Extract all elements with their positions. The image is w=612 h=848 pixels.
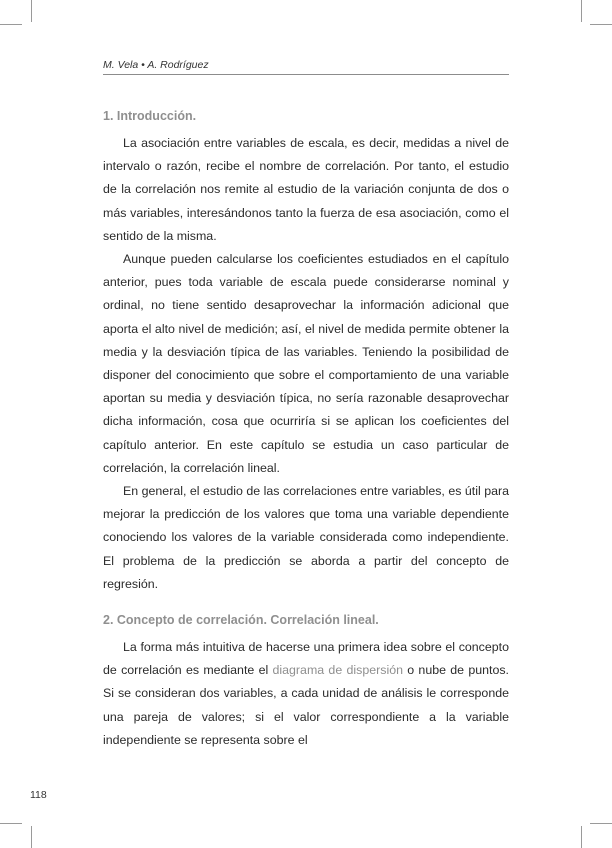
term-highlight: diagrama de dispersión (272, 663, 403, 678)
header-rule (103, 74, 509, 75)
section-heading-concepto: 2. Concepto de correlación. Correlación lineal. (103, 613, 379, 628)
paragraph-text: o nube de puntos. Si se consideran dos variables, a cada unidad de análisis le corresponde una pareja de valores; si el valor correspondiente a la variable independiente se representa sobre el (103, 663, 509, 747)
paragraph: La asociación entre variables de escala, es decir, medidas a nivel de intervalo o razón, recibe el nombre de correlación. Por tanto, el estudio de la correlación nos remite al estudio de la variación conjunta de dos o más variables, interesándonos tanto la fuerza de esa asociación, como el sentido de la misma. (103, 136, 509, 243)
page-body (103, 106, 509, 752)
paragraph: Aunque pueden calcularse los coeficientes estudiados en el capítulo anterior, pues toda variable de escala puede considerarse nominal y ordinal, no tiene sentido desaprovechar la información adicional que aporta el alto nivel de medición; así, el nivel de medida permite obtener la media y la desviación típica de las variables. Teniendo la posibilidad de disponer del conocimiento que sobre el comportamiento de una variable aportan su media y desviación típica, no sería razonable desaprovechar dicha información, cosa que ocurriría si se aplican los coeficientes del capítulo anterior. En este capítulo se estudia un caso particular de correlación, la correlación lineal. (103, 252, 509, 475)
paragraph: En general, el estudio de las correlaciones entre variables, es útil para mejorar la predicción de los valores que toma una variable dependiente conociendo los valores de la variable considerada como independiente. El problema de la predicción se aborda a partir del concepto de regresión. (103, 484, 509, 591)
crop-mark (0, 24, 22, 25)
crop-mark (0, 823, 22, 824)
paragraph-text: La forma más intuitiva de hacerse una primera idea sobre el concepto de correlación es mediante el (103, 640, 509, 678)
crop-mark (31, 0, 32, 22)
crop-mark (590, 823, 612, 824)
crop-mark (581, 0, 582, 22)
crop-mark (581, 826, 582, 848)
running-header: M. Vela • A. Rodríguez (103, 59, 209, 71)
crop-mark (590, 24, 612, 25)
crop-mark (31, 826, 32, 848)
paragraph (103, 636, 509, 752)
section-heading-introduccion: 1. Introducción. (103, 109, 197, 123)
page-number: 118 (30, 789, 47, 801)
